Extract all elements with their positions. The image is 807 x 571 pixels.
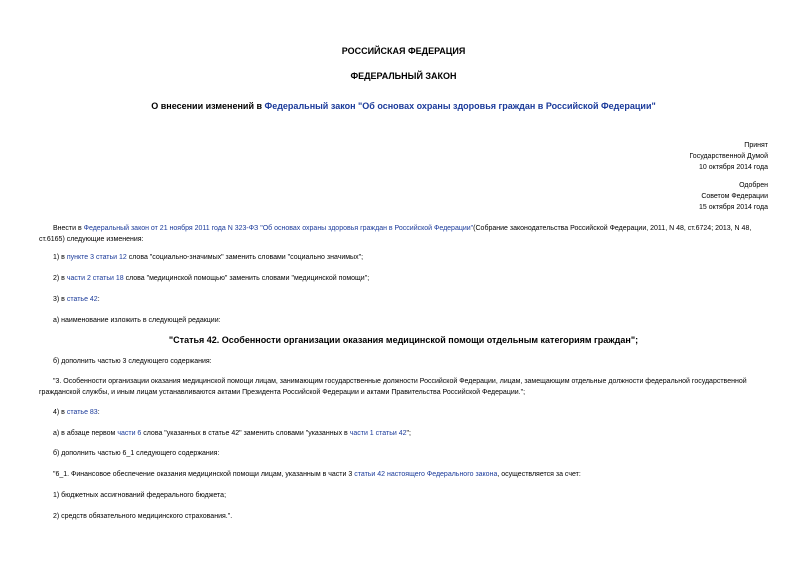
approval-line-3: 15 октября 2014 года bbox=[699, 204, 768, 211]
adoption-block bbox=[689, 140, 768, 173]
item-4a-text-3: "; bbox=[406, 430, 411, 437]
item-4a-link-2[interactable]: части 1 статьи 42 bbox=[349, 430, 407, 437]
item-4-pre: 4) в bbox=[53, 409, 67, 416]
item-4a-text-1: а) в абзаце первом bbox=[53, 430, 118, 437]
item-3-link[interactable]: статье 42 bbox=[66, 296, 98, 303]
item-4 bbox=[39, 407, 768, 418]
approval-line-2: Советом Федерации bbox=[701, 193, 768, 200]
adoption-line-3: 10 октября 2014 года bbox=[699, 164, 768, 171]
item-1-pre: 1) в bbox=[53, 254, 67, 261]
item-4a-text-2: слова "указанных в статье 42" заменить словами "указанных в bbox=[141, 430, 350, 437]
item-3 bbox=[39, 294, 768, 305]
item-1-post: слова "социально-значимых" заменить словами "социально значимых"; bbox=[126, 254, 364, 261]
item-4-link[interactable]: статье 83 bbox=[66, 409, 98, 416]
item-2-link[interactable]: части 2 статьи 18 bbox=[66, 275, 124, 282]
item-4a bbox=[39, 428, 768, 439]
item-4a-link-1[interactable]: части 6 bbox=[117, 430, 142, 437]
item-2-post: слова "медицинской помощью" заменить словами "медицинской помощи"; bbox=[123, 275, 370, 282]
article-42-heading: "Статья 42. Особенности организации оказания медицинской помощи отдельным категориям граждан"; bbox=[168, 335, 639, 345]
intro-link[interactable]: Федеральный закон от 21 ноября 2011 года N 323-ФЗ "Об основах охраны здоровья граждан в Российской Федерации" bbox=[83, 225, 474, 232]
item-2-pre: 2) в bbox=[53, 275, 67, 282]
adoption-line-1: Принят bbox=[744, 142, 768, 149]
source-2: 2) средств обязательного медицинского страхования.". bbox=[53, 513, 233, 520]
adoption-line-2: Государственной Думой bbox=[689, 153, 768, 160]
intro-text-pre: Внести в bbox=[53, 225, 84, 232]
item-3b: б) дополнить частью 3 следующего содержания: bbox=[53, 358, 212, 365]
source-1: 1) бюджетных ассигнований федерального бюджета; bbox=[53, 492, 227, 499]
item-3-post: : bbox=[97, 296, 100, 303]
part-6-1-post: , осуществляется за счет: bbox=[497, 471, 581, 478]
item-3a: а) наименование изложить в следующей редакции: bbox=[53, 317, 221, 324]
part-6-1-pre: "6_1. Финансовое обеспечение оказания медицинской помощи лицам, указанным в части 3 bbox=[53, 471, 355, 478]
item-4-post: : bbox=[97, 409, 100, 416]
item-1-link[interactable]: пункте 3 статьи 12 bbox=[66, 254, 127, 261]
part-6-1-text bbox=[39, 469, 768, 480]
item-2 bbox=[39, 273, 768, 284]
approval-line-1: Одобрен bbox=[739, 182, 768, 189]
intro-text-post: (Собрание законодательства Российской Федерации, 2011, N 48, ст.6724; 2013, N 48, ст.6165) следующие изменения: bbox=[39, 225, 752, 243]
intro-paragraph bbox=[39, 223, 768, 245]
law-title-prefix: О внесении изменений в bbox=[151, 101, 265, 111]
part-6-1-link[interactable]: статьи 42 настоящего Федерального закона bbox=[354, 471, 498, 478]
item-3-pre: 3) в bbox=[53, 296, 67, 303]
country-heading: РОССИЙСКАЯ ФЕДЕРАЦИЯ bbox=[341, 46, 466, 56]
approval-block bbox=[699, 180, 768, 213]
part-3-text: "3. Особенности организации оказания медицинской помощи лицам, занимающим государственные должности Российской Федерации, лицам, замещающим отдельные должности федеральной государственной гражданской службы, и иным лицам устанавливаются актами Президента Российской Федерации и актами Правительства Российской Федерации."; bbox=[39, 378, 747, 396]
law-title bbox=[0, 101, 807, 111]
law-title-link[interactable]: Федеральный закон "Об основах охраны здоровья граждан в Российской Федерации" bbox=[264, 101, 656, 111]
item-1 bbox=[39, 252, 768, 263]
item-4b: б) дополнить частью 6_1 следующего содержания: bbox=[53, 450, 220, 457]
law-type-heading: ФЕДЕРАЛЬНЫЙ ЗАКОН bbox=[350, 71, 457, 81]
